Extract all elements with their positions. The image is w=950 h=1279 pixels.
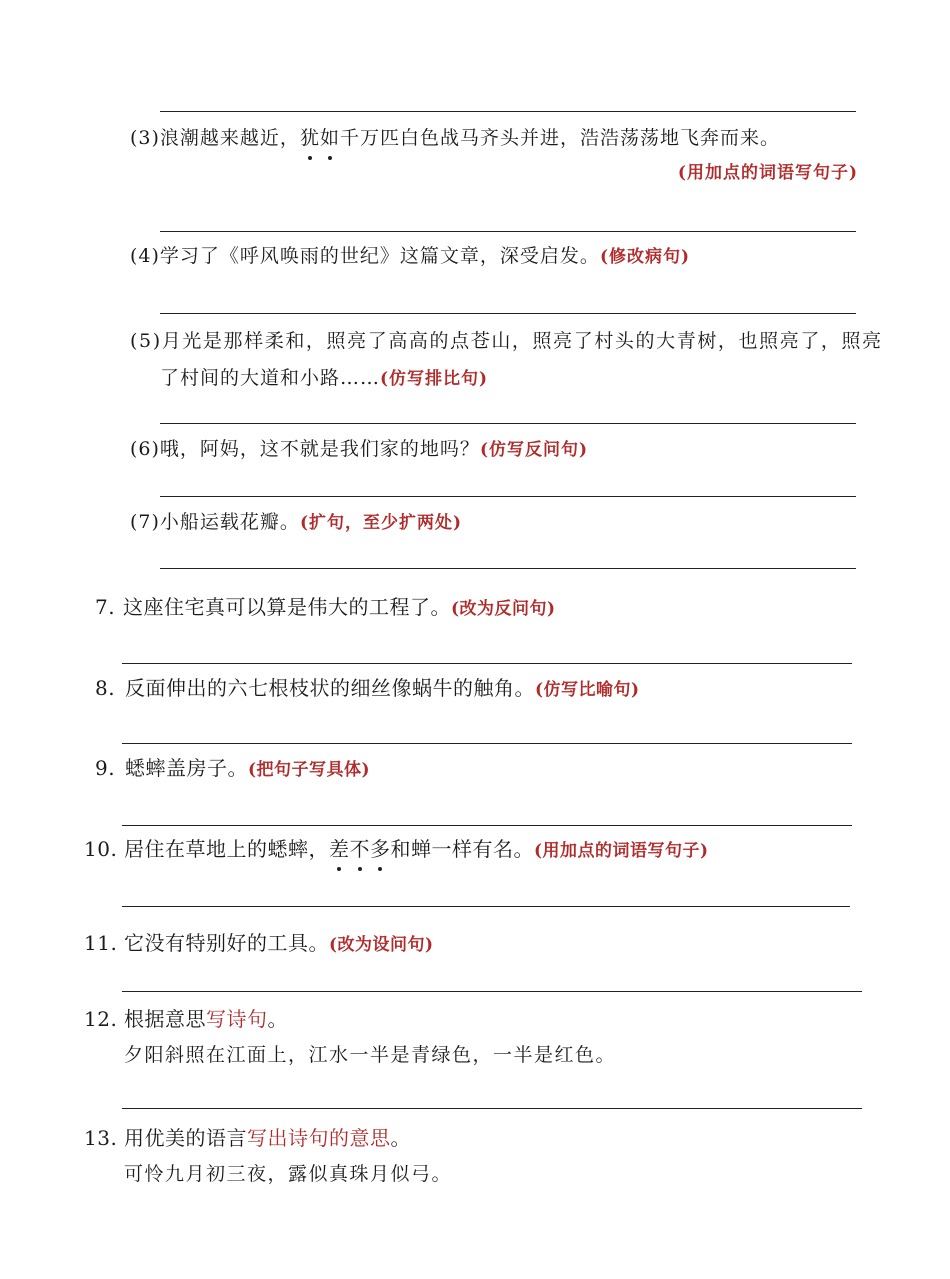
question-8 (95, 675, 640, 703)
question-text: 这座住宅真可以算是伟大的工程了。 (123, 595, 451, 619)
answer-line (160, 496, 856, 497)
answer-line (122, 743, 852, 744)
answer-line (122, 906, 850, 907)
question-12-content: 夕阳斜照在江面上，江水一半是青绿色，一半是红色。 (124, 1044, 617, 1066)
emphasized-char: 不 (349, 837, 370, 861)
answer-line (160, 568, 856, 569)
question-keyword: 写诗句 (206, 1007, 268, 1031)
emphasized-char: 犹 (299, 127, 320, 149)
question-text: 它没有特别好的工具。 (124, 931, 329, 955)
instruction-label: (仿写排比句) (380, 369, 489, 389)
question-text: 蟋蟀盖房子。 (125, 756, 248, 780)
instruction-label: (改为设问句) (329, 935, 434, 955)
sentence-text: 了村间的大道和小路…… (160, 367, 381, 389)
question-number: 8. (95, 676, 116, 700)
question-13-content: 可怜九月初三夜，露似真珠月似弓。 (124, 1163, 453, 1185)
question-keyword: 写出诗句的意思 (247, 1126, 391, 1150)
instruction-label: (修改病句) (599, 247, 691, 267)
question-number: 13. (84, 1126, 118, 1150)
answer-line (160, 111, 856, 112)
sentence-text: 月光是那样柔和，照亮了高高的点苍山，照亮了村头的大青树，也照亮了，照亮 (161, 330, 883, 352)
question-13 (84, 1125, 411, 1151)
answer-line (122, 825, 852, 826)
question-11 (84, 930, 434, 958)
question-text: 居住在草地上的蟋蟀， (124, 837, 329, 861)
sub-question-number: (4) (130, 245, 160, 267)
sentence-text: 千万匹白色战马齐头并进，浩浩荡荡地飞奔而来。 (339, 127, 780, 149)
question-7 (95, 594, 556, 622)
sub-question-4 (130, 243, 690, 270)
sentence-text: 哦，阿妈，这不就是我们家的地吗？ (159, 438, 480, 460)
instruction-label: (扩句，至少扩两处) (299, 513, 463, 533)
sub-question-5-line2 (160, 365, 488, 392)
sub-question-number: (3) (130, 127, 160, 149)
sub-question-6 (130, 436, 588, 463)
instruction-label: (把句子写具体) (248, 760, 371, 780)
question-text: 和蝉一样有名。 (390, 837, 534, 861)
sub-question-number: (6) (130, 438, 160, 460)
answer-line (160, 423, 856, 424)
sub-question-3 (130, 125, 780, 151)
sentence-text: 学习了《呼风唤雨的世纪》这篇文章，深受启发。 (159, 245, 600, 267)
question-text-end: 。 (390, 1126, 411, 1150)
question-number: 10. (84, 837, 118, 861)
emphasized-char: 多 (370, 837, 391, 861)
question-number: 7. (95, 595, 116, 619)
sub-question-7 (130, 509, 462, 536)
instruction-label: (用加点的词语写句子) (534, 841, 709, 861)
question-number: 9. (95, 756, 116, 780)
answer-line (122, 663, 852, 664)
question-text-end: 。 (267, 1007, 288, 1031)
sub-question-5-line1 (130, 328, 883, 354)
sentence-text: 小船运载花瓣。 (159, 511, 300, 533)
question-number: 12. (84, 1007, 118, 1031)
emphasized-char: 差 (329, 837, 350, 861)
answer-line (122, 991, 862, 992)
instruction-label: (用加点的词语写句子) (677, 163, 858, 183)
question-text: 反面伸出的六七根枝状的细丝像蜗牛的触角。 (125, 676, 535, 700)
answer-line (160, 313, 856, 314)
answer-line (122, 1108, 862, 1109)
instruction-label: (仿写反问句) (479, 440, 589, 460)
sub-question-number: (5) (130, 330, 162, 352)
answer-line (160, 231, 856, 232)
question-12 (84, 1006, 288, 1032)
question-10 (84, 836, 709, 864)
question-text: 用优美的语言 (124, 1126, 247, 1150)
instruction-label: (改为反问句) (451, 599, 556, 619)
question-text: 根据意思 (124, 1007, 206, 1031)
question-number: 11. (84, 931, 118, 955)
instruction-label: (仿写比喻句) (535, 680, 640, 700)
question-9 (95, 755, 370, 783)
emphasized-char: 如 (319, 127, 340, 149)
sub-question-number: (7) (130, 511, 160, 533)
sentence-text: 浪潮越来越近， (159, 127, 300, 149)
